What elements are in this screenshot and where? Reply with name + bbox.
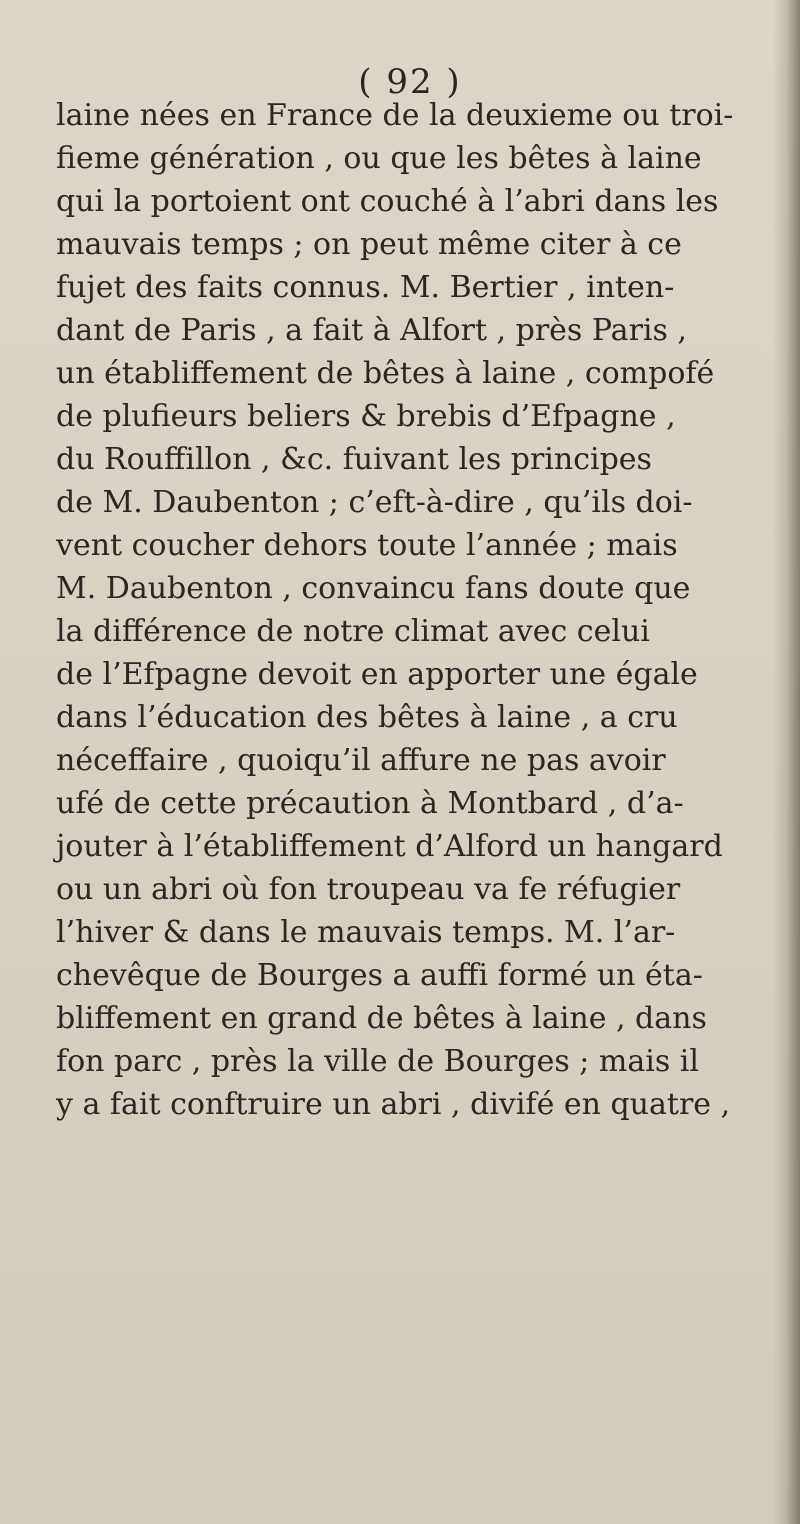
text-line: de l’Efpagne devoit en apporter une égale: [56, 657, 698, 692]
text-line: chevêque de Bourges a auffi formé un éta-: [56, 958, 703, 993]
text-line: fujet des faits connus. M. Bertier , inten-: [56, 270, 675, 305]
text-line: la différence de notre climat avec celui: [56, 614, 650, 649]
text-line: fieme génération , ou que les bêtes à laine: [56, 141, 702, 176]
text-line: l’hiver & dans le mauvais temps. M. l’ar-: [56, 915, 676, 950]
text-line: qui la portoient ont couché à l’abri dans les: [56, 184, 719, 219]
text-line: mauvais temps ; on peut même citer à ce: [56, 227, 682, 262]
text-line: dans l’éducation des bêtes à laine , a cru: [56, 700, 678, 735]
text-line: ou un abri où fon troupeau va fe réfugier: [56, 872, 681, 907]
text-line: vent coucher dehors toute l’année ; mais: [56, 528, 678, 563]
text-line: bliffement en grand de bêtes à laine , dans: [56, 1001, 707, 1036]
text-line: du Rouffillon , &c. fuivant les principes: [56, 442, 652, 477]
text-line: ufé de cette précaution à Montbard , d’a-: [56, 786, 684, 821]
page-number: ( 92 ): [358, 62, 462, 102]
body-text: [56, 94, 776, 1126]
text-line: néceffaire , quoiqu’il affure ne pas avoir: [56, 743, 666, 778]
text-line: de plufieurs beliers & brebis d’Efpagne ,: [56, 399, 676, 434]
text-line: fon parc , près la ville de Bourges ; mais il: [56, 1044, 699, 1079]
text-line: jouter à l’établiffement d’Alford un hangard: [56, 829, 723, 864]
text-line: un établiffement de bêtes à laine , compofé: [56, 356, 715, 391]
text-line: laine nées en France de la deuxieme ou troi-: [56, 98, 734, 133]
text-line: de M. Daubenton ; c’eft-à-dire , qu’ils doi-: [56, 485, 693, 520]
text-line: dant de Paris , a fait à Alfort , près Paris ,: [56, 313, 687, 348]
text-line: y a fait conftruire un abri , divifé en quatre ,: [56, 1087, 731, 1122]
text-line: M. Daubenton , convaincu fans doute que: [56, 571, 691, 606]
page-edge-shadow: [772, 0, 800, 1524]
